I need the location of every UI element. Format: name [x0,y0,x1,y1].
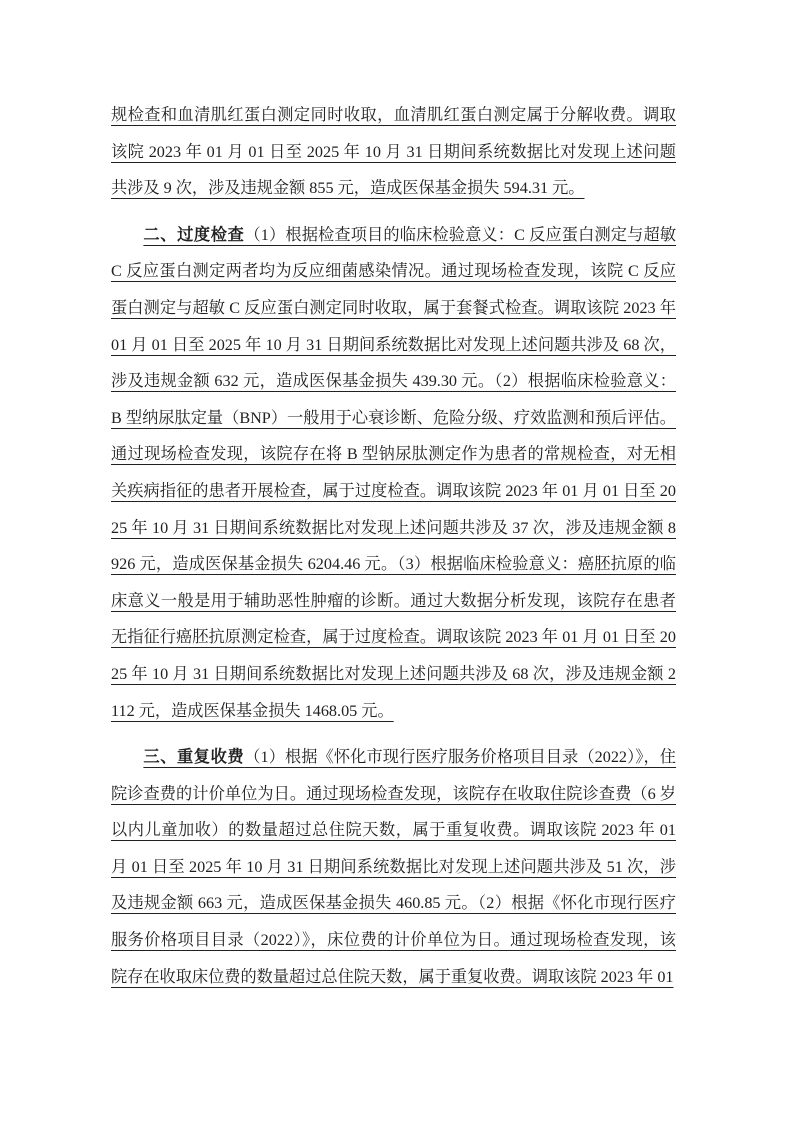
section-heading-overexamination: 二、过度检查 [143,225,245,244]
paragraph-text: （1）根据检查项目的临床检验意义：C 反应蛋白测定与超敏 C 反应蛋白测定两者均为反应细菌感染情况。通过现场检查发现，该院 C 反应蛋白测定与超敏 C 反应蛋白测定同时收取，属于套餐式检查。调取该院 2023 年 01 月 01 日至 2025 年 10 月 31 日期间系统数据比对发现上述问题共涉及 68 次，涉及违规金额 632 元，造成医保基金损失 439.30 元。（2）根据临床检验意义：B 型纳尿肽定量（BNP）一般用于心衰诊断、危险分级、疗效监测和预后评估。通过现场检查发现，该院存在将 B 型钠尿肽测定作为患者的常规检查，对无相关疾病指征的患者开展检查，属于过度检查。调取该院 2023 年 01 月 01 日至 2025 年 10 月 31 日期间系统数据比对发现上述问题共涉及 37 次，涉及违规金额 8926 元，造成医保基金损失 6204.46 元。（3）根据临床检验意义：癌胚抗原的临床意义一般是用于辅助恶性肿瘤的诊断。通过大数据分析发现，该院存在患者无指征行癌胚抗原测定检查，属于过度检查。调取该院 2023 年 01 月 01 日至 2025 年 10 月 31 日期间系统数据比对发现上述问题共涉及 68 次，涉及违规金额 2112 元，造成医保基金损失 1468.05 元。 [111,225,677,720]
paragraph-text: 规检查和血清肌红蛋白测定同时收取，血清肌红蛋白测定属于分解收费。调取该院 2023 年 01 月 01 日至 2025 年 10 月 31 日期间系统数据比对发现上述问题共涉及 9 次，涉及违规金额 855 元，造成医保基金损失 594.31 元。 [111,106,676,198]
section-heading-duplicate-charges: 三、重复收费 [143,748,245,767]
paragraph-section-3 [111,739,676,995]
paragraph-continuation [111,97,676,207]
paragraph-text: （1）根据《怀化市现行医疗服务价格项目目录（2022）》，住院诊查费的计价单位为日。通过现场检查发现，该院存在收取住院诊查费（6 岁以内儿童加收）的数量超过总住院天数，属于重复收费。调取该院 2023 年 01 月 01 日至 2025 年 10 月 31 日期间系统数据比对发现上述问题共涉及 51 次，涉及违规金额 663 元，造成医保基金损失 460.85 元。（2）根据《怀化市现行医疗服务价格项目目录（2022）》，床位费的计价单位为日。通过现场检查发现，该院存在收取床位费的数量超过总住院天数，属于重复收费。调取该院 2023 年 01 [111,748,676,986]
paragraph-section-2 [111,217,676,729]
